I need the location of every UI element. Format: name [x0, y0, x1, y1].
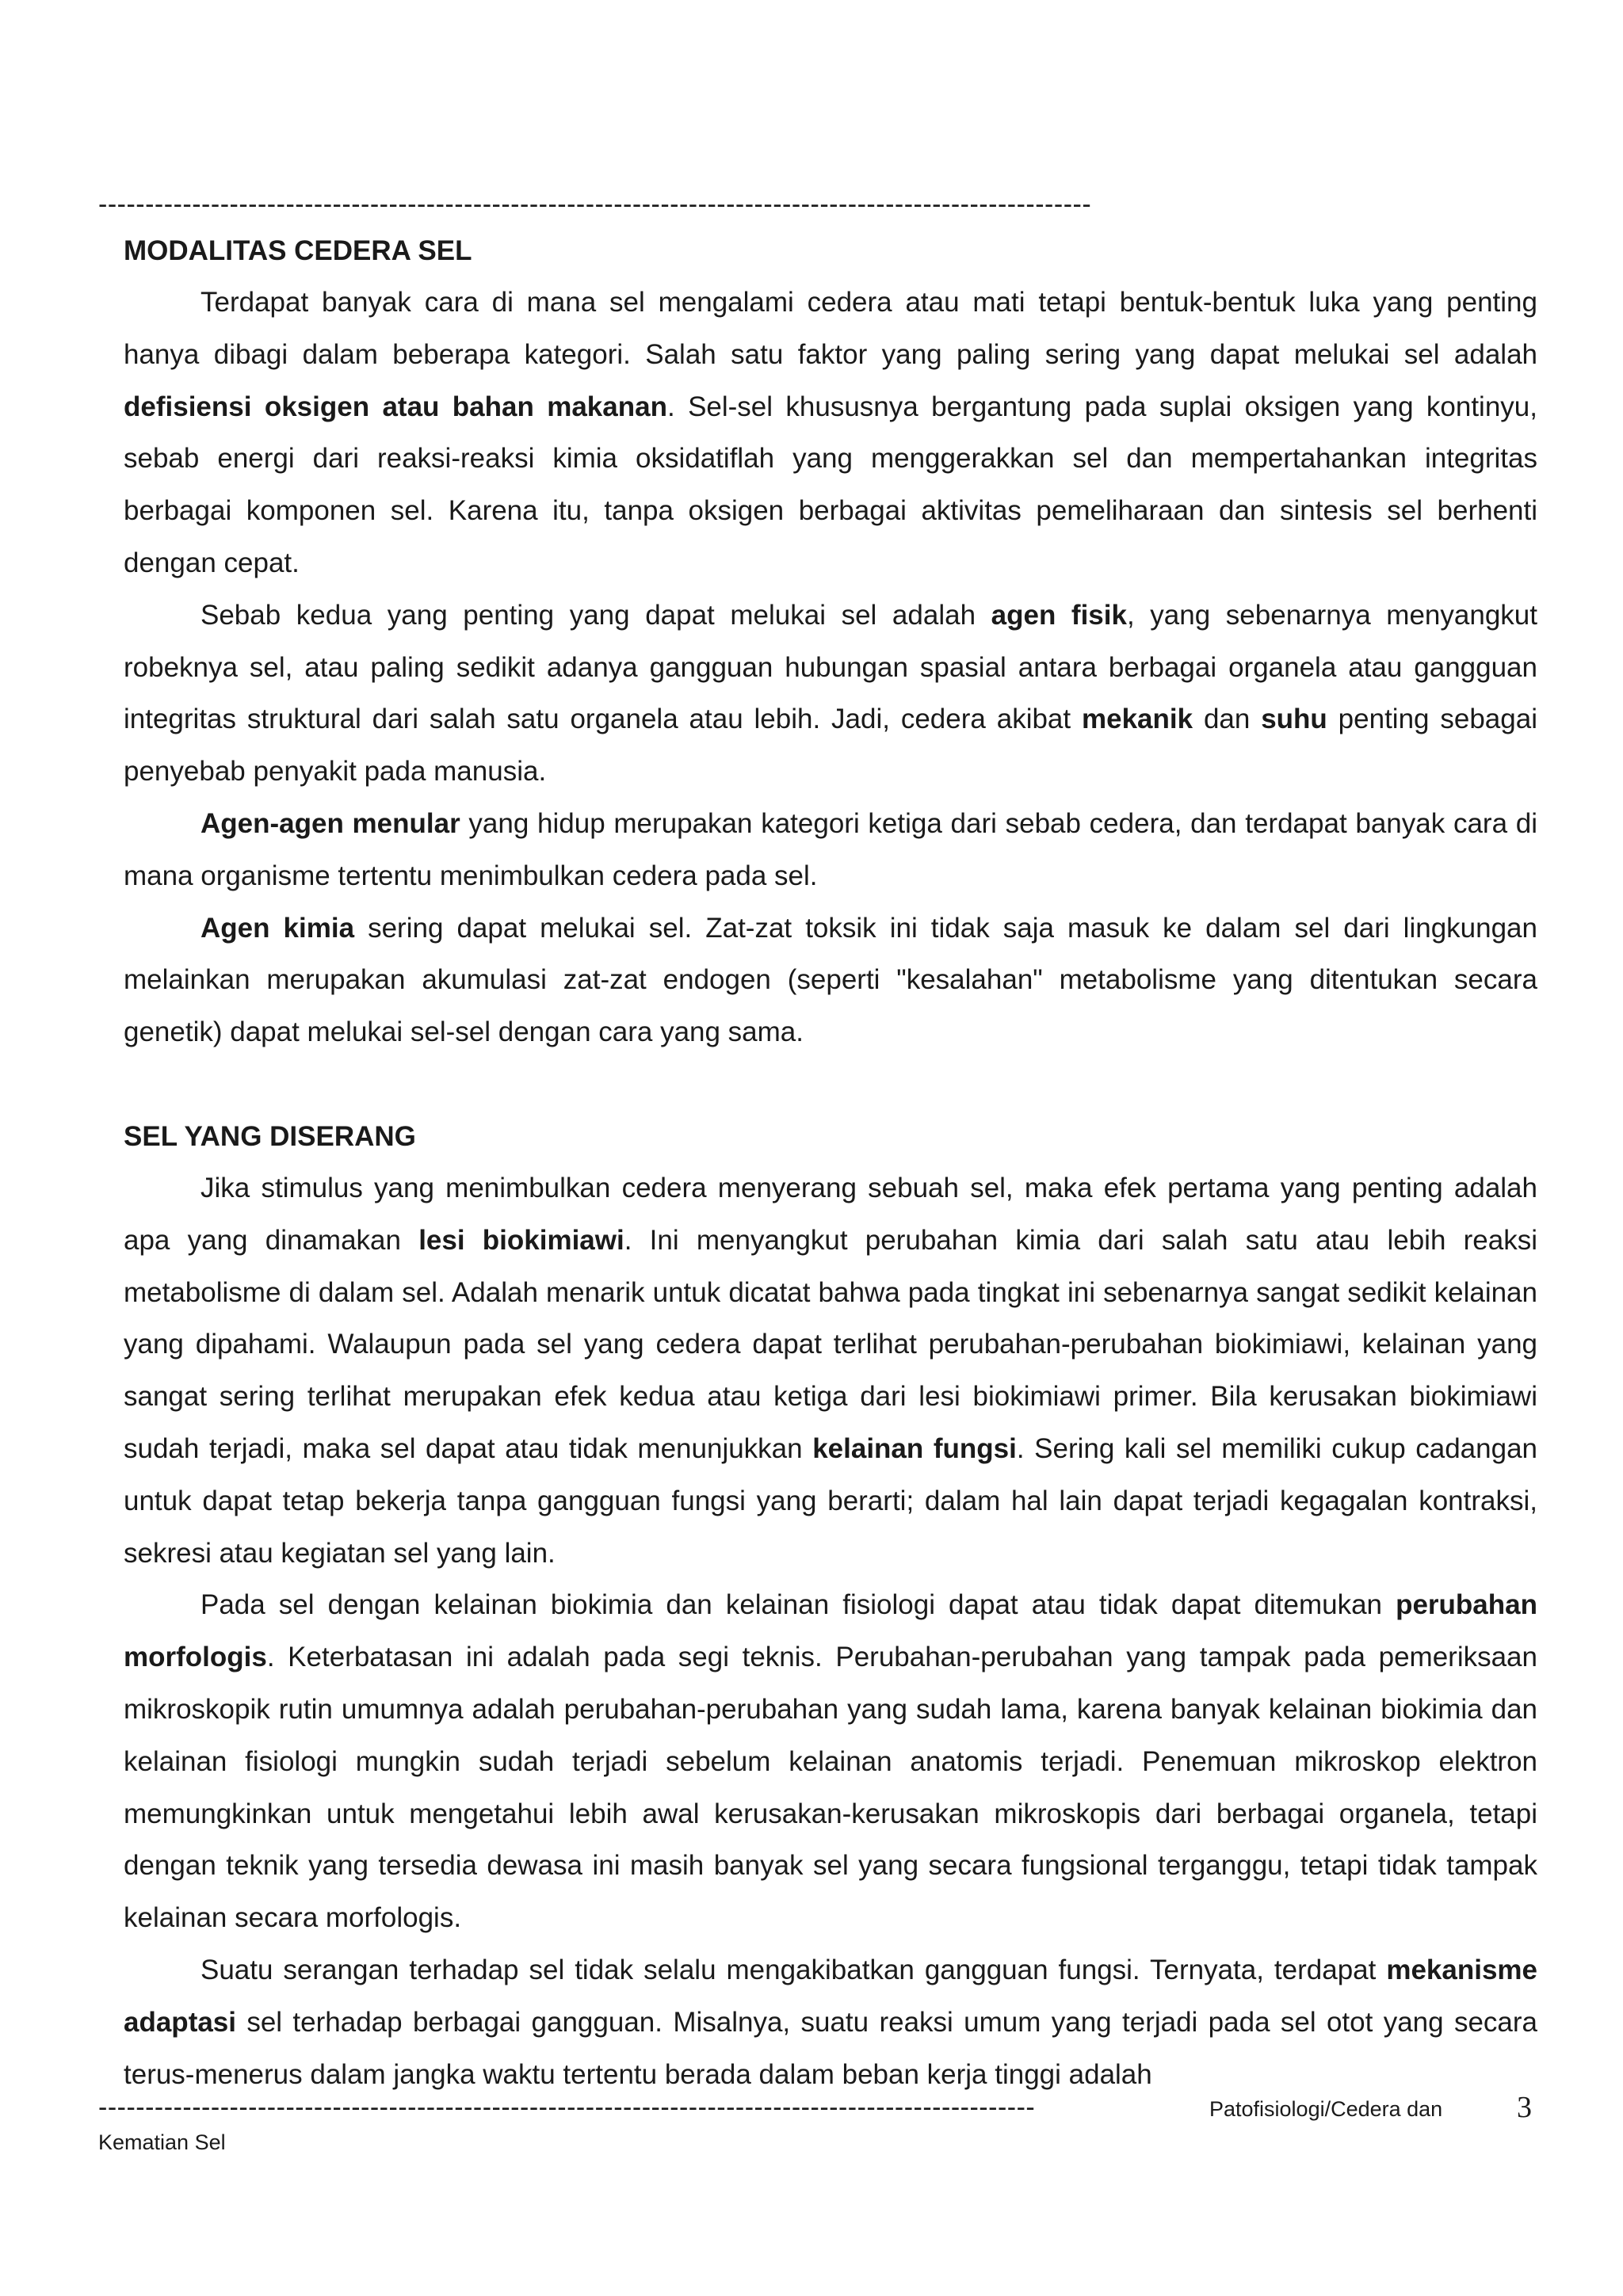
bold-term: mekanisme adaptasi	[124, 1954, 1537, 2038]
text: penting sebagai penyebab penyakit pada manusia.	[124, 704, 1537, 788]
text: Jika stimulus yang menimbulkan cedera menyerang sebuah sel, maka efek pertama yang penting adalah apa yang dinamakan	[124, 1172, 1537, 1256]
bold-term: defisiensi oksigen atau bahan makanan	[124, 391, 667, 422]
paragraph	[124, 277, 1537, 589]
text: . Ini menyangkut perubahan kimia dari salah satu atau lebih reaksi metabolisme di dalam sel. Adalah menarik untuk dicatat bahwa pada tingkat ini sebenarnya sangat sedikit kelainan yang dipahami. Walaupun pada sel yang cedera dapat terlihat perubahan-perubahan biokimiawi, kelainan yang sangat sering terlihat merupakan efek kedua atau ketiga dari lesi biokimiawi primer. Bila kerusakan biokimiawi sudah terjadi, maka sel dapat atau tidak menunjukkan	[124, 1224, 1537, 1464]
bold-term: perubahan morfologis	[124, 1589, 1537, 1673]
paragraph	[124, 798, 1537, 902]
paragraph	[124, 902, 1537, 1058]
text: . Sel-sel khususnya bergantung pada suplai oksigen yang kontinyu, sebab energi dari reaksi-reaksi kimia oksidatiflah yang menggerakkan sel dan mempertahankan integritas berbagai komponen sel. Karena itu, tanpa oksigen berbagai aktivitas pemeliharaan dan sintesis sel berhenti dengan cepat.	[124, 391, 1537, 578]
bold-term: lesi biokimiawi	[418, 1224, 624, 1256]
footer-rule: ----------------------------------------------------------------------------------------------------	[98, 2092, 1036, 2122]
bold-term: kelainan fungsi	[812, 1432, 1017, 1464]
paragraph	[124, 1579, 1537, 1944]
text: . Keterbatasan ini adalah pada segi teknis. Perubahan-perubahan yang tampak pada pemeriksaan mikroskopik rutin umumnya adalah perubahan-perubahan yang sudah lama, karena banyak kelainan biokimia dan kelainan fisiologi mungkin sudah terjadi sebelum kelainan anatomis terjadi. Penemuan mikroskop elektron memungkinkan untuk mengetahui lebih awal kerusakan-kerusakan mikroskopis dari berbagai organela, tetapi dengan teknik yang tersedia dewasa ini masih banyak sel yang secara fungsional terganggu, tetapi tidak tampak kelainan secara morfologis.	[124, 1642, 1537, 1934]
bold-term: suhu	[1261, 704, 1327, 735]
bold-term: mekanik	[1081, 704, 1193, 735]
paragraph	[124, 1162, 1537, 1579]
text: yang hidup merupakan kategori ketiga dari sebab cedera, dan terdapat banyak cara di mana organisme tertentu menimbulkan cedera pada sel.	[124, 807, 1537, 891]
text: sel terhadap berbagai gangguan. Misalnya, suatu reaksi umum yang terjadi pada sel otot yang secara terus-menerus dalam jangka waktu tertentu berada dalam beban kerja tinggi adalah	[124, 2006, 1537, 2090]
bold-term: agen fisik	[991, 599, 1127, 631]
top-rule: ----------------------------------------------------------------------------------------------------------	[98, 189, 1092, 219]
section-gap	[124, 1058, 1537, 1111]
paragraph	[124, 1944, 1537, 2100]
page-footer	[98, 2092, 1610, 2123]
footer-title: Patofisiologi/Cedera dan	[1209, 2097, 1443, 2121]
text: . Sering kali sel memiliki cukup cadangan untuk dapat tetap bekerja tanpa gangguan fungsi yang berarti; dalam hal lain dapat terjadi kegagalan kontraksi, sekresi atau kegiatan sel yang lain.	[124, 1432, 1538, 1569]
bold-term: Agen-agen menular	[200, 807, 460, 839]
footer-title-continued: Kematian Sel	[98, 2130, 226, 2154]
text: Terdapat banyak cara di mana sel mengalami cedera atau mati tetapi bentuk-bentuk luka yang penting hanya dibagi dalam beberapa kategori. Salah satu faktor yang paling sering yang dapat melukai sel adalah	[124, 287, 1537, 370]
page-number: 3	[1517, 2091, 1532, 2124]
text: sering dapat melukai sel. Zat-zat toksik ini tidak saja masuk ke dalam sel dari lingkungan melainkan merupakan akumulasi zat-zat endogen (seperti "kesalahan" metabolisme yang ditentukan secara genetik) dapat melukai sel-sel dengan cara yang sama.	[124, 912, 1537, 1048]
paragraph	[124, 589, 1537, 798]
bold-term: Agen kimia	[200, 912, 355, 944]
text: , yang sebenarnya menyangkut robeknya sel, atau paling sedikit adanya gangguan hubungan spasial antara berbagai organela atau gangguan integritas struktural dari salah satu organela atau lebih. Jadi, cedera akibat	[124, 599, 1537, 735]
section-heading-modalitas: MODALITAS CEDERA SEL	[124, 235, 472, 266]
page-body	[124, 225, 1537, 2100]
text: Suatu serangan terhadap sel tidak selalu mengakibatkan gangguan fungsi. Ternyata, terdapat	[200, 1954, 1387, 1985]
section-heading-sel-diserang: SEL YANG DISERANG	[124, 1120, 416, 1152]
text: dan	[1193, 704, 1262, 735]
text: Sebab kedua yang penting yang dapat melukai sel adalah	[200, 599, 991, 631]
text: Pada sel dengan kelainan biokimia dan kelainan fisiologi dapat atau tidak dapat ditemukan	[200, 1589, 1396, 1621]
